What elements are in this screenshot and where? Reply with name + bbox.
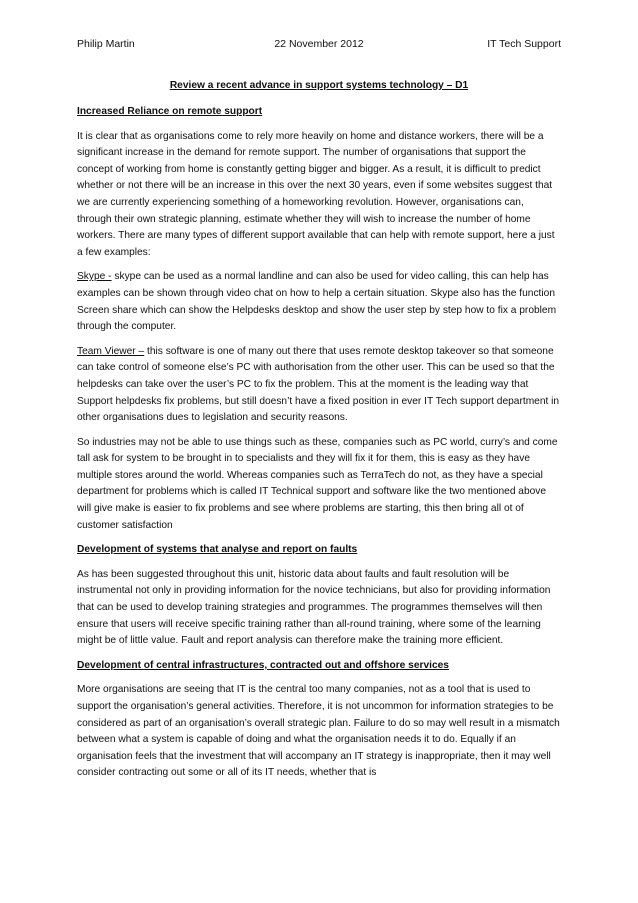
document-body [77,104,561,790]
paragraph-skype [77,269,561,335]
team-viewer-description: this software is one of many out there that uses remote desktop takeover so that someone can take control of someone else’s PC with authorisation from the other user. This can be used so that the helpdesks can take over the user’s PC to fix the problem. This at the moment is the leading way that Support helpdesks fix problems, but still doesn’t have a fixed position in ever IT Tech support department in other organisations dues to legislation and security reasons. [77,345,560,424]
section-heading-infrastructure: Development of central infrastructures, contracted out and offshore services [77,659,449,671]
header-date: 22 November 2012 [274,38,364,50]
paragraph-industries: So industries may not be able to use things such as these, companies such as PC world, curry’s and come tall ask for system to be brought in to specialists and they will fix it for them, this is easy as they have multiple stores around the world. Whereas companies such as TerraTech do not, as they have a special department for problems which is called IT Technical support and software like the two mentioned above will give make is easier to fix problems and see where problems are starting, this then bring all ot of customer satisfaction [77,436,558,531]
paragraph-faults: As has been suggested throughout this unit, historic data about faults and fault resolution will be instrumental not only in providing information for the novice technicians, but also for providing information that can be used to develop training strategies and programmes. The programmes themselves will then ensure that users will receive specific training rather than all-round training, where some of the learning might be of little value. Fault and report analysis can therefore make the training more efficient. [77,568,551,647]
page-header [77,38,561,54]
term-team-viewer: Team Viewer – [77,345,145,357]
paragraph-infrastructure: More organisations are seeing that IT is the central too many companies, not as a tool that is used to support the organisation’s general activities. Therefore, it is not uncommon for information strategies to be considered as part of an organisation’s overall strategic plan. Failure to do so may well result in a mismatch between what a system is capable of doing and what the organisation needs it to do. Equally if an organisation feels that the investment that will accompany an IT strategy is inappropriate, then it may well consider contracting out some or all of its IT needs, whether that is [77,684,560,779]
header-author: Philip Martin [77,38,135,50]
skype-description: skype can be used as a normal landline and can also be used for video calling, this can help has examples can be shown through video chat on how to help a certain situation. Skype also has the function Screen share which can show the Helpdesks desktop and show the user step by step how to fix a problem through the computer. [77,271,557,333]
header-department: IT Tech Support [487,38,561,50]
paragraph-team-viewer [77,344,561,427]
section-heading-faults: Development of systems that analyse and report on faults [77,544,358,556]
term-skype: Skype - [77,271,112,283]
paragraph-remote-intro: It is clear that as organisations come to rely more heavily on home and distance workers, there will be a significant increase in the demand for remote support. The number of organisations that support the concept of working from home is constantly getting bigger and bigger. As a result, it is difficult to predict whether or not there will be an increase in this over the next 30 years, even if some websites suggest that we are currently experiencing something of a homeworking revolution. However, organisations can, through their own strategic planning, estimate whether they will wish to increase the number of home workers. There are many types of different support available that can help with remote support, here a just a few examples: [77,130,555,258]
section-heading-remote-support: Increased Reliance on remote support [77,106,263,117]
document-title: Review a recent advance in support systems technology – D1 [169,80,469,91]
